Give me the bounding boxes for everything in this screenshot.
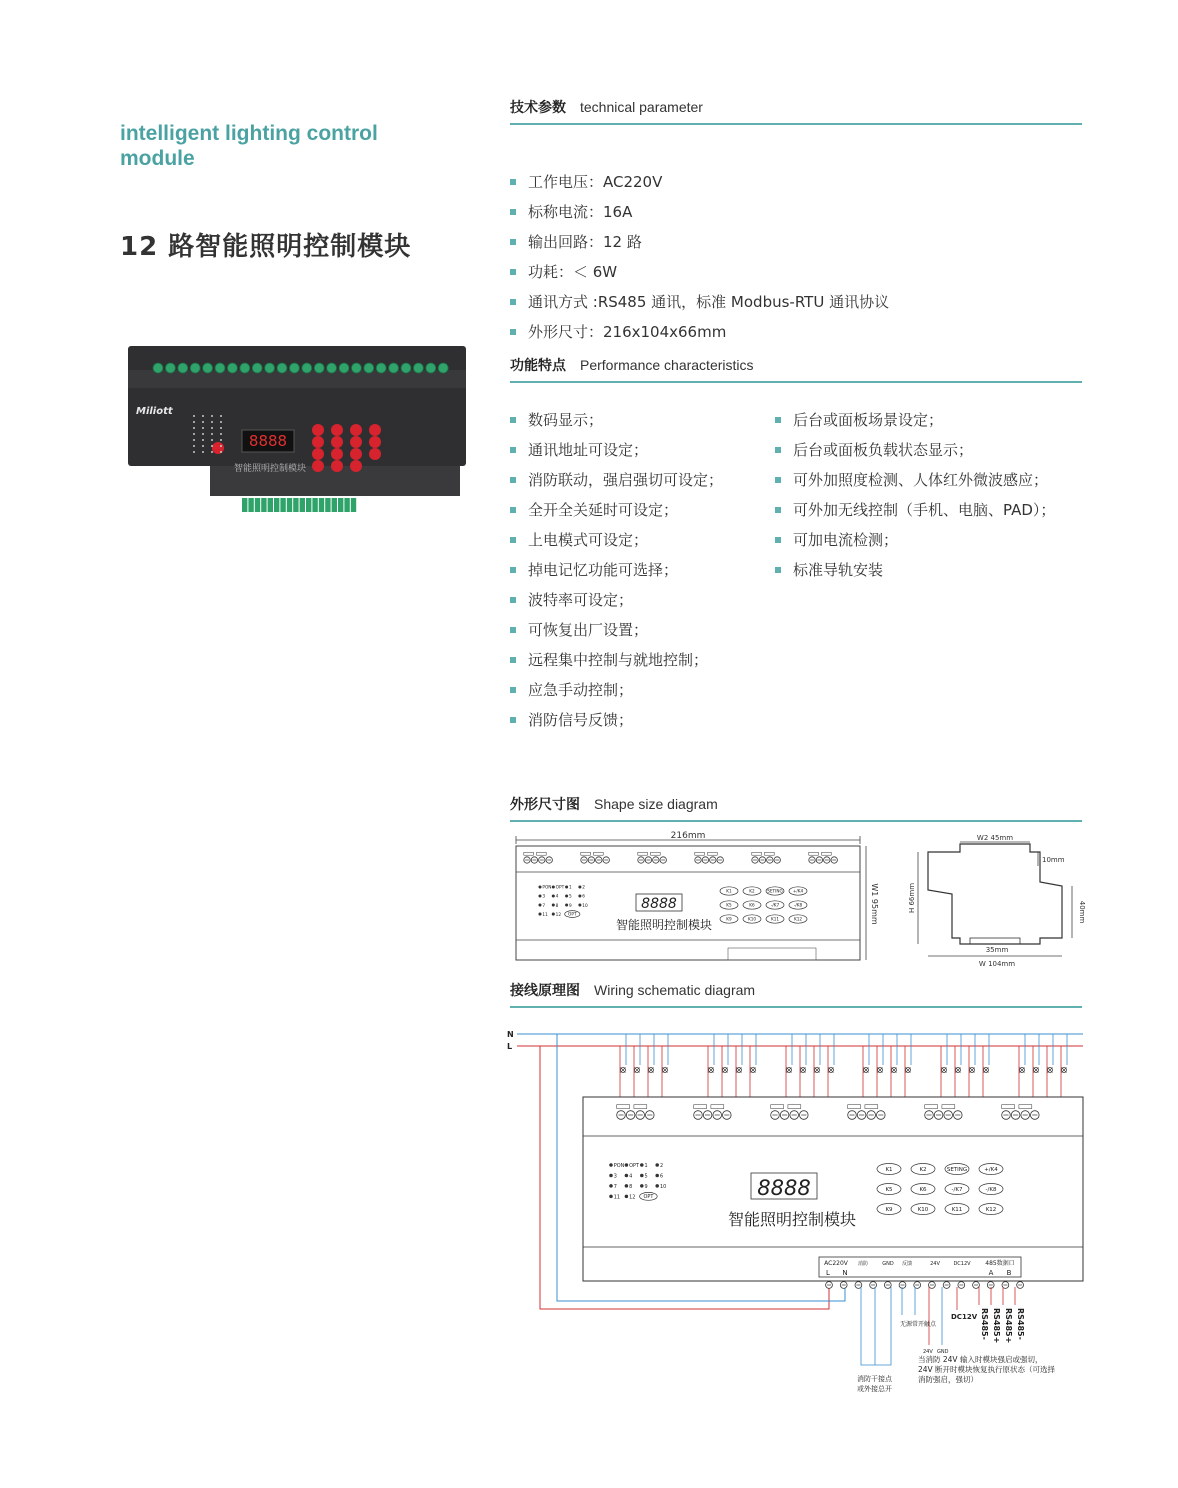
wiring-key-label: +/K4 bbox=[984, 1166, 998, 1173]
feature-item: 掉电记忆功能可选择； bbox=[510, 555, 723, 585]
photo-terminal bbox=[339, 363, 349, 373]
photo-red-button bbox=[350, 424, 362, 436]
photo-led bbox=[202, 451, 204, 453]
side-height-label: H 66mm bbox=[908, 882, 916, 914]
wiring-opt-label: OPT bbox=[643, 1194, 654, 1201]
photo-terminal bbox=[165, 363, 175, 373]
photo-led bbox=[220, 427, 222, 429]
rs485-label: RS485- bbox=[1016, 1308, 1025, 1340]
photo-led bbox=[193, 445, 195, 447]
photo-led bbox=[202, 445, 204, 447]
wiring-led-label: 12 bbox=[629, 1194, 636, 1201]
rs485-label: RS485+ bbox=[992, 1308, 1001, 1344]
front-key-label: K10 bbox=[747, 916, 757, 922]
front-led-label: 6 bbox=[582, 894, 585, 900]
photo-terminal bbox=[302, 363, 312, 373]
front-led-label: 3 bbox=[542, 894, 546, 900]
front-key-label: K9 bbox=[726, 916, 732, 922]
section-shape-header bbox=[510, 794, 1082, 822]
front-height-label: W1 95mm bbox=[870, 883, 879, 925]
photo-led bbox=[220, 445, 222, 447]
wiring-key-label: K10 bbox=[917, 1206, 929, 1213]
wiring-led bbox=[609, 1174, 613, 1178]
side-top-label: W2 45mm bbox=[976, 834, 1014, 842]
photo-terminal bbox=[314, 363, 324, 373]
section-wiring-en: Wiring schematic diagram bbox=[594, 982, 756, 998]
photo-led bbox=[211, 421, 213, 423]
photo-opt-button bbox=[212, 442, 224, 454]
relay-mark bbox=[651, 852, 661, 855]
wiring-led-label: 8 bbox=[629, 1183, 633, 1190]
front-led bbox=[578, 895, 581, 898]
tech-param-item: 标称电流：16A bbox=[510, 197, 889, 227]
photo-led bbox=[220, 415, 222, 417]
front-led bbox=[552, 913, 555, 916]
photo-bottom-terminal bbox=[344, 498, 349, 512]
photo-led bbox=[211, 439, 213, 441]
wiring-led bbox=[625, 1163, 629, 1167]
photo-terminal bbox=[376, 363, 386, 373]
photo-terminal bbox=[389, 363, 399, 373]
term-n-label: N bbox=[842, 1269, 848, 1277]
section-perf-cn: 功能特点 bbox=[510, 358, 566, 374]
photo-bottom-terminal bbox=[332, 498, 337, 512]
photo-led bbox=[211, 451, 213, 453]
wiring-n-label: N bbox=[507, 1030, 514, 1039]
photo-bottom-terminal bbox=[248, 498, 253, 512]
feature-item: 消防联动，强启强切可设定； bbox=[510, 465, 723, 495]
wiring-led bbox=[609, 1163, 613, 1167]
front-width-label: 216mm bbox=[670, 831, 706, 841]
photo-bottom-terminal bbox=[242, 498, 247, 512]
feature-list-left bbox=[510, 405, 723, 735]
photo-red-button bbox=[369, 448, 381, 460]
photo-terminal bbox=[240, 363, 250, 373]
front-led bbox=[538, 913, 541, 916]
feature-item: 远程集中控制与就地控制； bbox=[510, 645, 723, 675]
photo-bottom-terminal bbox=[268, 498, 273, 512]
photo-terminal bbox=[215, 363, 225, 373]
photo-bottom-terminal bbox=[287, 498, 292, 512]
front-led-label: OPT bbox=[555, 885, 565, 891]
front-led-label: PON bbox=[542, 885, 552, 891]
wiring-l-label: L bbox=[507, 1042, 513, 1051]
feature-item: 后台或面板负载状态显示； bbox=[775, 435, 1055, 465]
section-perf-en: Performance characteristics bbox=[580, 357, 754, 373]
dry-contact-label: 无源常开触点 bbox=[900, 1321, 937, 1328]
note-24v: 当消防 24V 输入时模块强启或强切， 24V 断开时模块恢复执行原状态（可选择消防强启，强切） bbox=[918, 1355, 1056, 1384]
feature-item: 通讯地址可设定； bbox=[510, 435, 723, 465]
front-led bbox=[538, 885, 541, 888]
photo-bottom-terminal bbox=[261, 498, 266, 512]
front-led-label: 7 bbox=[542, 903, 546, 909]
front-led bbox=[538, 895, 541, 898]
front-led bbox=[565, 895, 568, 898]
brand-logo: Miliott bbox=[136, 406, 173, 417]
photo-bottom-terminal bbox=[338, 498, 343, 512]
photo-red-button bbox=[369, 424, 381, 436]
wiring-led-label: 3 bbox=[613, 1173, 617, 1180]
photo-terminal bbox=[401, 363, 411, 373]
wiring-led bbox=[625, 1195, 629, 1199]
photo-led bbox=[202, 433, 204, 435]
side-40-label: 40mm bbox=[1078, 900, 1086, 924]
photo-red-button bbox=[331, 460, 343, 472]
section-wiring-cn: 接线原理图 bbox=[510, 983, 580, 999]
front-led-label: 1 bbox=[568, 885, 572, 891]
photo-led bbox=[220, 451, 222, 453]
feature-item: 全开全关延时可设定； bbox=[510, 495, 723, 525]
section-wiring-header bbox=[510, 980, 1082, 1008]
photo-bottom-terminal bbox=[325, 498, 330, 512]
photo-terminal bbox=[178, 363, 188, 373]
photo-red-button bbox=[331, 436, 343, 448]
front-key-label: K6 bbox=[749, 902, 755, 908]
front-led bbox=[578, 904, 581, 907]
wiring-led-label: PON bbox=[613, 1162, 625, 1169]
photo-led bbox=[220, 421, 222, 423]
wiring-led-label: 6 bbox=[659, 1173, 664, 1180]
photo-panel-text: 智能照明控制模块 bbox=[233, 464, 307, 474]
feature-item: 可外加照度检测、人体红外微波感应； bbox=[775, 465, 1055, 495]
photo-led bbox=[202, 427, 204, 429]
photo-bottom-terminal bbox=[255, 498, 260, 512]
feature-item: 数码显示； bbox=[510, 405, 723, 435]
photo-red-button bbox=[312, 436, 324, 448]
photo-bottom-terminal bbox=[293, 498, 298, 512]
front-key-label: SETING bbox=[767, 888, 783, 894]
relay-mark bbox=[524, 852, 534, 855]
side-10-label: 10mm bbox=[1042, 856, 1065, 864]
wiring-key-label: K1 bbox=[885, 1166, 893, 1173]
photo-led bbox=[193, 427, 195, 429]
term-gnd-label: GND bbox=[882, 1261, 894, 1267]
photo-terminal bbox=[327, 363, 337, 373]
photo-led bbox=[193, 421, 195, 423]
photo-red-button bbox=[331, 424, 343, 436]
wiring-key-label: SETING bbox=[946, 1166, 968, 1173]
shape-side-diagram bbox=[900, 832, 1085, 972]
rs485-label: RS485+ bbox=[1004, 1308, 1013, 1344]
front-led bbox=[565, 904, 568, 907]
wiring-led-label: 5 bbox=[644, 1173, 648, 1180]
gnd-label: GND bbox=[937, 1349, 949, 1355]
feature-item: 后台或面板场景设定； bbox=[775, 405, 1055, 435]
section-tech-en: technical parameter bbox=[580, 99, 703, 115]
wiring-key-label: K12 bbox=[985, 1206, 997, 1213]
photo-red-button bbox=[331, 448, 343, 460]
front-led bbox=[552, 895, 555, 898]
photo-display: 8888 bbox=[248, 432, 288, 450]
section-perf-header bbox=[510, 355, 1082, 383]
side-width-label: W 104mm bbox=[978, 960, 1016, 968]
front-led bbox=[565, 885, 568, 888]
wiring-led-label: 11 bbox=[613, 1194, 621, 1201]
photo-terminal bbox=[438, 363, 448, 373]
front-led-label: 5 bbox=[568, 894, 572, 900]
photo-terminal bbox=[190, 363, 200, 373]
wiring-led-label: 4 bbox=[629, 1173, 633, 1180]
photo-bottom-terminal bbox=[300, 498, 305, 512]
photo-terminal bbox=[426, 363, 436, 373]
feature-item: 可外加无线控制（手机、电脑、PAD）； bbox=[775, 495, 1055, 525]
wiring-led bbox=[609, 1195, 613, 1199]
wiring-led bbox=[625, 1184, 629, 1188]
photo-led bbox=[202, 415, 204, 417]
relay-mark bbox=[752, 852, 762, 855]
title-english: intelligent lighting control module bbox=[120, 122, 378, 170]
front-led-label: 11 bbox=[542, 912, 548, 918]
tech-param-item: 输出回路：12 路 bbox=[510, 227, 889, 257]
front-key-label: K5 bbox=[726, 902, 732, 908]
front-key-label: K1 bbox=[726, 888, 732, 894]
photo-terminal bbox=[252, 363, 262, 373]
front-led-label: 12 bbox=[555, 912, 562, 918]
wiring-key-label: K9 bbox=[885, 1206, 893, 1213]
front-key-label: K11 bbox=[770, 916, 780, 922]
front-led-label: 10 bbox=[582, 903, 588, 909]
wiring-led bbox=[609, 1184, 613, 1188]
dc12v-label: DC12V bbox=[951, 1313, 978, 1321]
front-module-name: 智能照明控制模块 bbox=[615, 918, 713, 932]
wiring-led bbox=[640, 1163, 644, 1167]
photo-bottom-terminal bbox=[312, 498, 317, 512]
photo-bottom-terminal bbox=[274, 498, 279, 512]
photo-led bbox=[193, 433, 195, 435]
front-key-label: -/K8 bbox=[793, 902, 803, 908]
photo-terminal bbox=[289, 363, 299, 373]
term-feedback-label: 反馈 bbox=[901, 1261, 913, 1267]
photo-bottom-terminal bbox=[306, 498, 311, 512]
wiring-led bbox=[640, 1174, 644, 1178]
relay-mark bbox=[594, 852, 604, 855]
photo-led bbox=[220, 439, 222, 441]
feature-item: 标准导轨安装 bbox=[775, 555, 1055, 585]
front-key-label: K12 bbox=[793, 916, 803, 922]
photo-red-button bbox=[350, 448, 362, 460]
section-tech-header bbox=[510, 97, 1082, 125]
wiring-led-label: OPT bbox=[629, 1162, 640, 1169]
term-485-label: 485数据口 bbox=[985, 1260, 1015, 1267]
photo-red-button bbox=[312, 448, 324, 460]
photo-terminal bbox=[351, 363, 361, 373]
photo-terminal bbox=[265, 363, 275, 373]
relay-mark bbox=[537, 852, 547, 855]
front-opt-label: OPT bbox=[568, 912, 577, 918]
feature-item: 应急手动控制； bbox=[510, 675, 723, 705]
term-ac-label: AC220V bbox=[824, 1260, 848, 1267]
wiring-key-label: K2 bbox=[919, 1166, 927, 1173]
photo-terminal bbox=[413, 363, 423, 373]
section-shape-en: Shape size diagram bbox=[594, 796, 718, 812]
relay-mark bbox=[822, 852, 832, 855]
wiring-key-label: K11 bbox=[951, 1206, 963, 1213]
photo-terminal bbox=[153, 363, 163, 373]
feature-item: 上电模式可设定； bbox=[510, 525, 723, 555]
photo-red-button bbox=[350, 460, 362, 472]
wiring-module-name: 智能照明控制模块 bbox=[727, 1210, 857, 1229]
wiring-key-label: -/K7 bbox=[951, 1186, 963, 1193]
tech-param-item: 功耗：＜ 6W bbox=[510, 257, 889, 287]
photo-bottom-terminal bbox=[351, 498, 356, 512]
term-l-label: L bbox=[826, 1269, 830, 1277]
product-photo bbox=[120, 338, 465, 523]
front-led bbox=[552, 885, 555, 888]
relay-mark bbox=[581, 852, 591, 855]
term-b-label: B bbox=[1006, 1269, 1012, 1277]
front-led-label: 2 bbox=[582, 885, 585, 891]
wiring-led bbox=[655, 1174, 659, 1178]
photo-led bbox=[193, 415, 195, 417]
wiring-led bbox=[655, 1184, 659, 1188]
feature-list-right bbox=[775, 405, 1055, 585]
relay-mark bbox=[765, 852, 775, 855]
rs485-label: RS485- bbox=[980, 1308, 989, 1340]
term-24v-label: 24V bbox=[930, 1261, 940, 1267]
photo-red-button bbox=[312, 460, 324, 472]
wiring-key-label: K6 bbox=[919, 1186, 927, 1193]
wiring-led-label: 7 bbox=[613, 1183, 617, 1190]
wiring-key-label: K5 bbox=[885, 1186, 893, 1193]
relay-mark bbox=[809, 852, 819, 855]
photo-red-button bbox=[312, 424, 324, 436]
photo-red-button bbox=[350, 436, 362, 448]
note-fire: 消防干接点或外接总开 bbox=[857, 1375, 892, 1393]
front-led bbox=[538, 904, 541, 907]
photo-led bbox=[193, 451, 195, 453]
photo-terminal bbox=[227, 363, 237, 373]
tech-param-item: 外形尺寸：216x104x66mm bbox=[510, 317, 889, 347]
v24-label: 24V bbox=[923, 1349, 933, 1355]
tech-param-item: 工作电压：AC220V bbox=[510, 167, 889, 197]
term-a-label: A bbox=[988, 1269, 994, 1277]
wiring-led bbox=[625, 1174, 629, 1178]
photo-led bbox=[211, 427, 213, 429]
photo-terminal bbox=[203, 363, 213, 373]
photo-led bbox=[220, 433, 222, 435]
relay-mark bbox=[708, 852, 718, 855]
wiring-display: 8888 bbox=[757, 1176, 811, 1200]
photo-terminal bbox=[364, 363, 374, 373]
photo-led bbox=[193, 439, 195, 441]
title-chinese: 12 路智能照明控制模块 bbox=[120, 232, 412, 262]
front-led-label: 4 bbox=[555, 894, 559, 900]
feature-item: 可加电流检测； bbox=[775, 525, 1055, 555]
wiring-led-label: 1 bbox=[644, 1162, 648, 1169]
photo-red-button bbox=[369, 436, 381, 448]
shape-front-diagram bbox=[510, 826, 890, 966]
photo-bottom-terminal bbox=[280, 498, 285, 512]
relay-mark bbox=[638, 852, 648, 855]
front-led-label: 8 bbox=[555, 903, 559, 909]
front-led bbox=[552, 904, 555, 907]
wiring-led bbox=[640, 1184, 644, 1188]
photo-led bbox=[202, 421, 204, 423]
wiring-led bbox=[655, 1163, 659, 1167]
photo-bottom-terminal bbox=[319, 498, 324, 512]
wiring-led-label: 2 bbox=[659, 1162, 664, 1169]
wiring-led-label: 10 bbox=[659, 1183, 667, 1190]
wiring-led-label: 9 bbox=[644, 1183, 648, 1190]
photo-led bbox=[211, 415, 213, 417]
photo-terminal bbox=[277, 363, 287, 373]
tech-param-item: 通讯方式 :RS485 通讯，标准 Modbus-RTU 通讯协议 bbox=[510, 287, 889, 317]
front-led-label: 9 bbox=[568, 903, 572, 909]
front-display: 8888 bbox=[641, 896, 677, 912]
relay-mark bbox=[695, 852, 705, 855]
feature-item: 波特率可设定； bbox=[510, 585, 723, 615]
term-dc12v-label: DC12V bbox=[953, 1261, 971, 1267]
wiring-diagram bbox=[505, 1025, 1090, 1425]
feature-item: 可恢复出厂设置； bbox=[510, 615, 723, 645]
section-tech-cn: 技术参数 bbox=[510, 100, 566, 116]
section-shape-cn: 外形尺寸图 bbox=[510, 797, 580, 813]
term-fire-label: 消防 bbox=[857, 1261, 869, 1267]
feature-item: 消防信号反馈； bbox=[510, 705, 723, 735]
wiring-key-label: -/K8 bbox=[985, 1186, 997, 1193]
front-key-label: K2 bbox=[749, 888, 755, 894]
front-key-label: -/K7 bbox=[770, 902, 780, 908]
front-led bbox=[578, 885, 581, 888]
photo-led bbox=[211, 445, 213, 447]
photo-led bbox=[211, 433, 213, 435]
side-35-label: 35mm bbox=[985, 946, 1009, 954]
front-key-label: +/K4 bbox=[792, 888, 804, 894]
photo-led bbox=[202, 439, 204, 441]
tech-param-list bbox=[510, 167, 889, 347]
